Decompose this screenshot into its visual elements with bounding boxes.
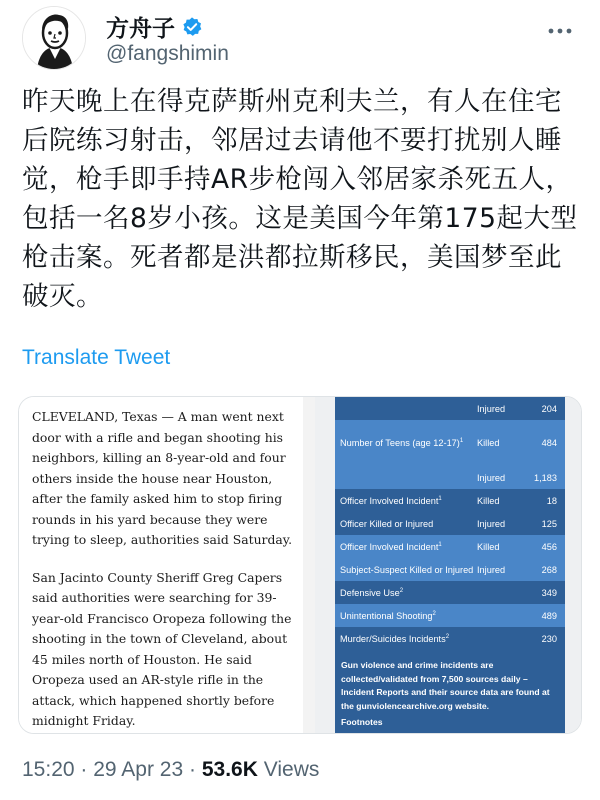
tweet-date[interactable]: 29 Apr 23 bbox=[93, 758, 184, 781]
news-article-excerpt bbox=[19, 397, 303, 734]
avatar-portrait-icon bbox=[23, 7, 86, 70]
ellipsis-icon bbox=[547, 27, 573, 35]
stats-footnotes: Footnotes bbox=[341, 717, 383, 727]
views-count: 53.6K bbox=[201, 758, 258, 781]
tweet-media-image[interactable] bbox=[18, 396, 582, 734]
translate-tweet-link[interactable]: Translate Tweet bbox=[22, 346, 171, 369]
meta-separator: · bbox=[80, 758, 88, 781]
stats-row: Defensive Use$^2$ 349 bbox=[340, 588, 557, 599]
handle[interactable]: @fangshimin bbox=[106, 42, 229, 65]
stats-panel bbox=[335, 397, 565, 734]
stats-row: Subject-Suspect Killed or Injured Injured 268 bbox=[335, 558, 565, 581]
tweet-text: 昨天晚上在得克萨斯州克利夫兰，有人在住宅后院练习射击，邻居过去请他不要打扰别人睡觉，枪手即手持AR步枪闯入邻居家杀死五人，包括一名8岁小孩。这是美国今年第175起大型枪击案。死者都是洪都拉斯移民，美国梦至此破灭。 bbox=[22, 86, 578, 312]
stats-row: Officer Killed or Injured Injured 125 bbox=[340, 519, 557, 529]
article-paragraph-2: San Jacinto County Sheriff Greg Capers said authorities were searching for 39-year-old Francisco Oropeza following the shooting in the town of Cleveland, about 45 miles north of Houston. He said Oropeza used an AR-style rifle in the attack, which happened shortly before midnight Friday. bbox=[32, 569, 292, 728]
gun-violence-stats bbox=[315, 397, 582, 734]
display-name[interactable]: 方舟子 bbox=[106, 16, 175, 42]
stats-row: Unintentional Shooting$^2$ 489 bbox=[335, 604, 565, 627]
meta-separator: · bbox=[189, 758, 196, 781]
tweet-time[interactable]: 15:20 bbox=[22, 758, 75, 781]
avatar[interactable] bbox=[22, 6, 86, 70]
more-options-button[interactable] bbox=[544, 18, 576, 44]
stats-row: Murder/Suicides Incidents$^2$ 230 bbox=[340, 634, 557, 645]
media-divider bbox=[303, 397, 315, 734]
stats-row: Number of Teens (age 12-17)$^1$ Killed 484 bbox=[335, 420, 565, 466]
stats-source-note: Gun violence and crime incidents are collected/validated from 7,500 sources daily – Incident Reports and their source data are found at the gunviolencearchive.org website. bbox=[341, 660, 550, 711]
stats-row: Officer Involved Incident$^1$ Killed 18 bbox=[340, 496, 557, 507]
stats-row: Officer Involved Incident$^1$ Killed 456 bbox=[335, 535, 565, 558]
stats-row: Injured 204 bbox=[477, 404, 557, 414]
verified-badge-icon bbox=[181, 16, 203, 38]
article-paragraph-1: CLEVELAND, Texas — A man went next door with a rifle and began shooting his neighbors, killing an 8-year-old and four others inside the house near Houston, after the family asked him to stop firing rounds in his yard because they were trying to sleep, authorities said Saturday. bbox=[32, 409, 293, 547]
tweet-meta bbox=[22, 758, 319, 782]
tweet-header bbox=[22, 4, 582, 74]
name-row bbox=[106, 10, 203, 43]
stats-row: Injured 1,183 bbox=[335, 466, 565, 489]
views-label: Views bbox=[263, 758, 320, 781]
